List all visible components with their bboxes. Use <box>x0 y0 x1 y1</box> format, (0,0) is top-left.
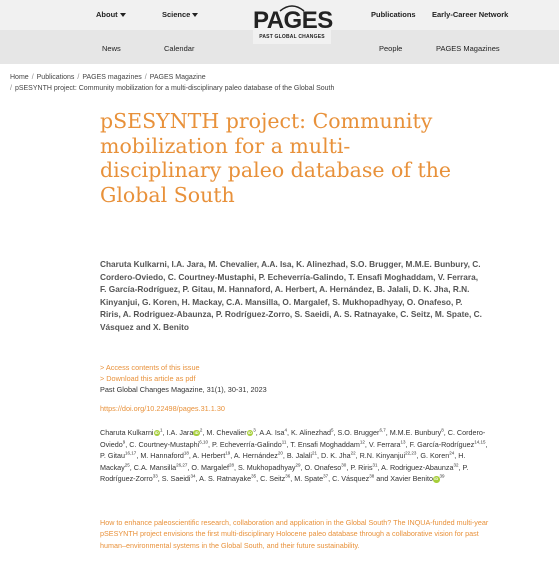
author-name: S. Mukhopadhyay <box>237 462 296 472</box>
affiliation-number: 21 <box>312 450 318 456</box>
orcid-icon[interactable]: iD <box>194 429 199 435</box>
affiliation-number: 1 <box>160 427 163 433</box>
breadcrumb-pages-magazine[interactable]: PAGES Magazine <box>149 74 206 81</box>
affiliation-number: 14,15 <box>474 439 486 445</box>
affiliation-number: 8 <box>441 427 444 433</box>
affiliation-number: 3 <box>253 427 256 433</box>
orcid-icon[interactable]: iD <box>247 429 252 435</box>
author-name: C. Seitz <box>260 474 286 484</box>
affiliation-number: 20 <box>277 450 283 456</box>
nav-early-career[interactable]: Early-Career Network <box>432 10 509 19</box>
pages-logo[interactable] <box>253 0 331 44</box>
breadcrumb-pages-magazines[interactable]: PAGES magazines <box>82 74 142 81</box>
affiliation-number: 35 <box>251 473 257 479</box>
author-name: C. Courtney-Mustaphi <box>129 439 200 449</box>
author-name: P. Rodríguez-Zorro <box>100 462 469 484</box>
author-name: A. S. Ratnayake <box>199 474 252 484</box>
nav-calendar[interactable]: Calendar <box>164 44 195 53</box>
logo-subtitle: PAST GLOBAL CHANGES <box>259 34 325 40</box>
affiliation-number: 19 <box>225 450 231 456</box>
author-list: Charuta Kulkarni, I.A. Jara, M. Chevalier, A.A. Isa, K. Alinezhad, S.O. Brugger, M.M.E. Bunbury, C. Cordero-Oviedo, C. Courtney-Mustaphi, P. Echeverría-Galindo, T. Ensafi Moghaddam, V. Ferrara, F. García-Rodríguez, P. Gitau, M. Hannaford, A. Herbert, A. Hernández, B. Jalali, D. K. Jha, R.N. Kinyanjui, G. Koren, H. Mackay, C.A. Mansilla, O. Margalef, S. Mukhopadhyay, O. Onafeso, P. Riris, A. Rodriguez-Abaunza, P. Rodríguez-Zorro, S. Saeidi, A. S. Ratnayake, C. Seitz, M. Spate, C. Vásquez and X. Benito <box>100 259 482 332</box>
affiliation-number: 34 <box>190 473 196 479</box>
author-name: R.N. Kinyanjui <box>359 451 406 461</box>
affiliation-number: 9 <box>122 439 126 445</box>
affiliation-number: 22,23 <box>405 450 417 456</box>
author-name: O. Margalef <box>191 462 229 472</box>
affiliation-number: 25 <box>124 462 130 468</box>
author-name: K. Alinezhad <box>291 428 331 437</box>
author-name: S. Saeidi <box>161 474 191 484</box>
doi-link[interactable]: https://doi.org/10.22498/pages.31.1.30 <box>100 404 225 413</box>
author-name: G. Koren <box>420 451 450 461</box>
affiliation-number: 4 <box>284 427 287 433</box>
affiliation-number: 16,17 <box>125 450 137 456</box>
page-title: pSESYNTH project: Community mobilization for a multi-disciplinary paleo database of the Global South <box>100 109 452 207</box>
affiliation-number: 24 <box>449 450 455 456</box>
author-name: P. Gitau <box>100 451 126 461</box>
affiliation-number: 12 <box>359 439 365 445</box>
affiliation-number: 6,10 <box>199 439 208 445</box>
author-name: H. Mackay <box>100 451 466 472</box>
download-pdf-link[interactable]: > Download this article as pdf <box>100 374 196 383</box>
author-name: S.O. Brugger <box>337 428 380 437</box>
breadcrumb-publications[interactable]: Publications <box>36 74 75 81</box>
breadcrumb-current: pSESYNTH project: Community mobilization for a multi-disciplinary paleo database of the Global South <box>14 85 335 92</box>
nav-science[interactable] <box>162 10 198 19</box>
affiliation-number: 6,7 <box>379 427 386 433</box>
affiliation-number: 38 <box>369 473 375 479</box>
author-affiliation-list: Charuta KulkarniiD$^1$, I.A. JaraiD$^2$, M. ChevalieriD$^3$, A.A. Isa$^4$, K. Alinezhad$^5$, S.O. Brugger$^{6,7}$, M.M.E. Bunbury$^8$, C. Cordero-Oviedo$^9$, C. Courtney-Mustaphi$^{6,10}$, P. Echeverría-Galindo$^{11}$, T. Ensafi Moghaddam$^{12}$, V. Ferrara$^{13}$, F. García-Rodríguez$^{14,15}$, P. Gitau$^{16,17}$, M. Hannaford$^{18}$, A. Herbert$^{19}$, A. Hernández$^{20}$, B. Jalali$^{21}$, D. K. Jha$^{22}$, R.N. Kinyanjui$^{22,23}$, G. Koren$^{24}$, H. Mackay$^{25}$, C.A. Mansilla$^{26,27}$, O. Margalef$^{28}$, S. Mukhopadhyay$^{29}$, O. Onafeso$^{30}$, P. Riris$^{31}$, A. Rodriguez-Abaunza$^{32}$, P. Rodríguez-Zorro$^{33}$, S. Saeidi$^{34}$, A. S. Ratnayake$^{35}$, C. Seitz$^{36}$, M. Spate$^{37}$, C. Vásquez$^{38}$ and Xavier BenitoiD$^{39}$ <box>100 427 488 484</box>
nav-about[interactable] <box>96 10 126 19</box>
author-name: V. Ferrara <box>368 439 401 449</box>
author-name: F. García-Rodríguez <box>409 439 475 449</box>
author-name: P. Riris <box>350 462 373 472</box>
author-name: M.M.E. Bunbury <box>389 428 442 437</box>
orcid-icon[interactable]: iD <box>154 429 159 435</box>
author-name: Charuta Kulkarni <box>100 428 154 437</box>
logo-name: PAGES <box>253 7 333 34</box>
author-name: C.A. Mansilla <box>133 462 177 472</box>
chevron-down-icon <box>192 13 198 17</box>
citation: Past Global Changes Magazine, 31(1), 30-31, 2023 <box>100 385 267 394</box>
affiliation-number: 31 <box>372 462 378 468</box>
affiliation-number: 5 <box>330 427 334 433</box>
access-issue-link[interactable]: > Access contents of this issue <box>100 363 200 372</box>
author-name: O. Onafeso <box>304 462 342 472</box>
chevron-down-icon <box>120 13 126 17</box>
abstract: How to enhance paleoscientific research, collaboration and application in the Global South? The INQUA-funded multi-year pSESYNTH project envisions the first multi-disciplinary Holocene paleo database through a collaborative vision for past human–environmental systems in the Global South, and their future sustainability. <box>100 518 489 550</box>
author-name: I.A. Jara <box>166 428 194 437</box>
author-name: A.A. Isa <box>259 428 285 437</box>
author-name: A. Herbert <box>192 451 226 461</box>
author-name: C. Vásquez <box>332 474 370 484</box>
author-name: M. Chevalier <box>206 428 247 437</box>
author-name: M. Spate <box>294 474 324 484</box>
nav-science-label: Science <box>162 10 191 19</box>
author-name: A. Rodriguez-Abaunza <box>381 462 454 472</box>
author-name: Xavier Benito <box>390 474 433 484</box>
breadcrumb-home[interactable]: Home <box>10 74 29 81</box>
affiliation-number: 11 <box>281 439 287 445</box>
author-name: A. Hernández <box>233 451 278 461</box>
affiliation-number: 13 <box>400 439 406 445</box>
affiliation-number: 29 <box>295 462 301 468</box>
affiliation-number: 30 <box>341 462 347 468</box>
affiliation-number: 28 <box>228 462 234 468</box>
nav-magazines[interactable]: PAGES Magazines <box>436 44 500 53</box>
author-name: C. Cordero-Oviedo <box>100 428 486 449</box>
nav-news[interactable]: News <box>102 44 121 53</box>
author-and: and <box>374 474 391 484</box>
nav-about-label: About <box>96 10 118 19</box>
author-name: D. K. Jha <box>321 451 351 461</box>
author-name: M. Hannaford <box>140 451 184 461</box>
affiliation-number: 18 <box>183 450 189 456</box>
affiliation-number: 37 <box>323 473 329 479</box>
affiliation-number: 26,27 <box>176 462 188 468</box>
affiliation-number: 36 <box>285 473 291 479</box>
author-name: B. Jalali <box>286 451 313 461</box>
author-name: P. Echeverría-Galindo <box>211 439 282 449</box>
affiliation-number: 33 <box>152 473 158 479</box>
nav-people[interactable]: People <box>379 44 403 53</box>
affiliation-number: 2 <box>199 427 203 433</box>
author-name: T. Ensafi Moghaddam <box>290 439 360 449</box>
orcid-icon[interactable]: iD <box>434 476 439 482</box>
affiliation-number: 39 <box>439 473 445 479</box>
nav-publications[interactable]: Publications <box>371 10 416 19</box>
affiliation-number: 22 <box>350 450 356 456</box>
breadcrumb: Home / Publications / PAGES magazines / PAGES Magazine / pSESYNTH project: Community mobilization for a multi-disciplinary paleo database of the Global South <box>10 74 335 92</box>
affiliation-number: 32 <box>453 462 459 468</box>
